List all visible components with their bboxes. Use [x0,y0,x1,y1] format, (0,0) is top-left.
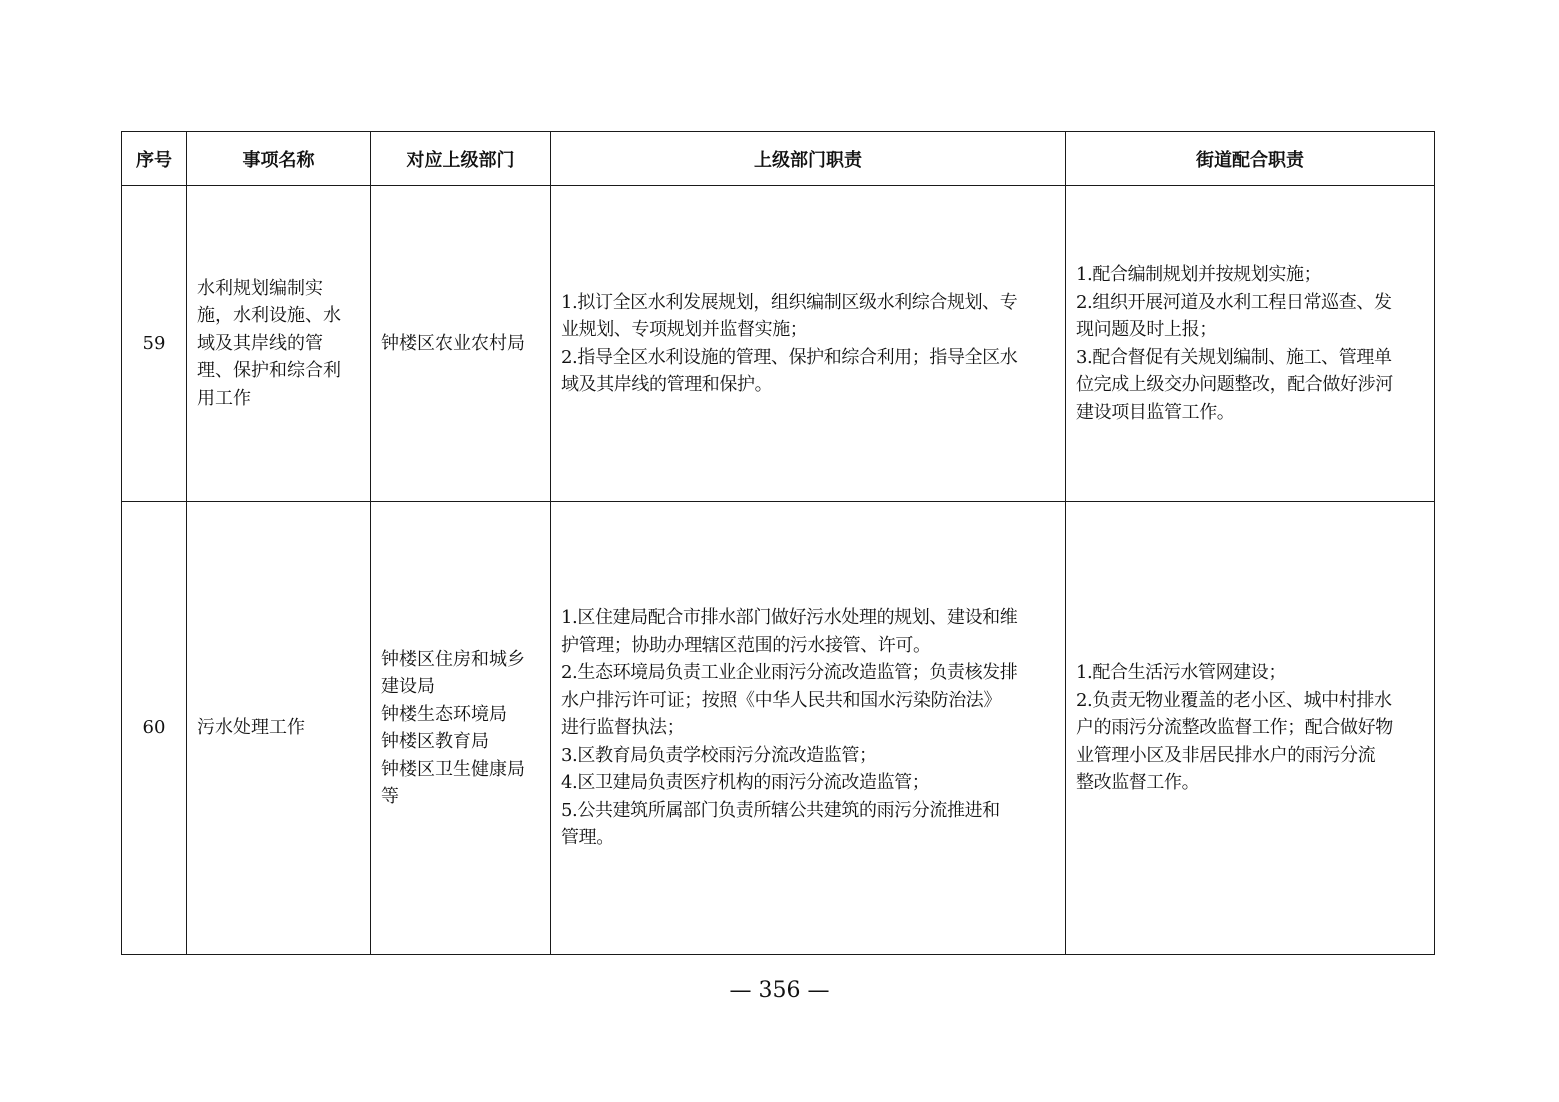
responsibility-table-container [121,131,1434,955]
cell-serial-number: 59 [122,186,187,502]
text-line: 域及其岸线的管 [197,332,323,354]
text-line: 2.组织开展河道及水利工程日常巡查、发 [1076,291,1392,313]
text-line: 现问题及时上报； [1076,319,1217,340]
text-line: 整改监督工作。 [1076,772,1200,794]
text-line: 理、保护和综合利 [197,360,341,382]
text-line: 1.区住建局配合市排水部门做好污水处理的规划、建设和维 [561,607,1018,629]
cell-street-duties [1066,502,1435,955]
text-line: 2.生态环境局负责工业企业雨污分流改造监管；负责核发排 [561,662,1018,684]
text-line: 业管理小区及非居民排水户的雨污分流 [1076,744,1376,766]
text-line: 5.公共建筑所属部门负责所辖公共建筑的雨污分流推进和 [561,799,1000,821]
text-line: 域及其岸线的管理和保护。 [561,374,773,395]
text-line: 污水处理工作 [197,717,305,739]
cell-street-duties [1066,186,1435,502]
text-line: 4.区卫建局负责医疗机构的雨污分流改造监管； [561,772,930,794]
header-superior-department: 对应上级部门 [371,132,551,186]
text-line: 用工作 [197,387,251,409]
table-header-row [122,132,1435,186]
text-line: 2.指导全区水利设施的管理、保护和综合利用；指导全区水 [561,346,1018,368]
header-street-duties: 街道配合职责 [1066,132,1435,186]
text-line: 管理。 [561,827,614,849]
text-line: 业规划、专项规划并监督实施； [561,319,808,340]
text-line: 施，水利设施、水 [197,305,341,327]
text-line: 水利规划编制实 [197,277,323,299]
header-serial-number: 序号 [122,132,187,186]
cell-superior-department [371,186,551,502]
text-line: 进行监督执法； [561,717,685,739]
text-line: 1.配合生活污水管网建设； [1076,662,1286,684]
text-line: 护管理；协助办理辖区范围的污水接管、许可。 [561,634,931,656]
text-line: 位完成上级交办问题整改，配合做好涉河 [1076,374,1393,395]
responsibility-table [121,131,1435,955]
text-line: 3.区教育局负责学校雨污分流改造监管； [561,744,877,766]
text-line: 1.拟订全区水利发展规划，组织编制区级水利综合规划、专 [561,291,1018,313]
text-line: 3.配合督促有关规划编制、施工、管理单 [1076,346,1392,368]
cell-superior-duties [551,186,1066,502]
cell-superior-duties [551,502,1066,955]
text-line: 钟楼区住房和城乡 [381,648,525,670]
text-line: 水户排污许可证；按照《中华人民共和国水污染防治法》 [561,689,1001,711]
cell-item-name [187,186,371,502]
text-line: 户的雨污分流整改监督工作；配合做好物 [1076,717,1393,739]
text-line: 钟楼区卫生健康局 [381,758,525,780]
text-line: 钟楼区教育局 [381,731,489,752]
cell-superior-department [371,502,551,955]
text-line: 钟楼生态环境局 [381,703,507,725]
table-row [122,502,1435,955]
text-line: 2.负责无物业覆盖的老小区、城中村排水 [1076,689,1392,711]
header-item-name: 事项名称 [187,132,371,186]
cell-item-name [187,502,371,955]
text-line: 1.配合编制规划并按规划实施； [1076,264,1322,285]
cell-serial-number: 60 [122,502,187,955]
table-row [122,186,1435,502]
page-number: — 356 — [729,978,830,1003]
text-line: 等 [381,786,399,807]
text-line: 建设局 [381,676,435,697]
text-line: 钟楼区农业农村局 [381,332,525,354]
header-superior-duties: 上级部门职责 [551,132,1066,186]
text-line: 建设项目监管工作。 [1076,401,1235,423]
